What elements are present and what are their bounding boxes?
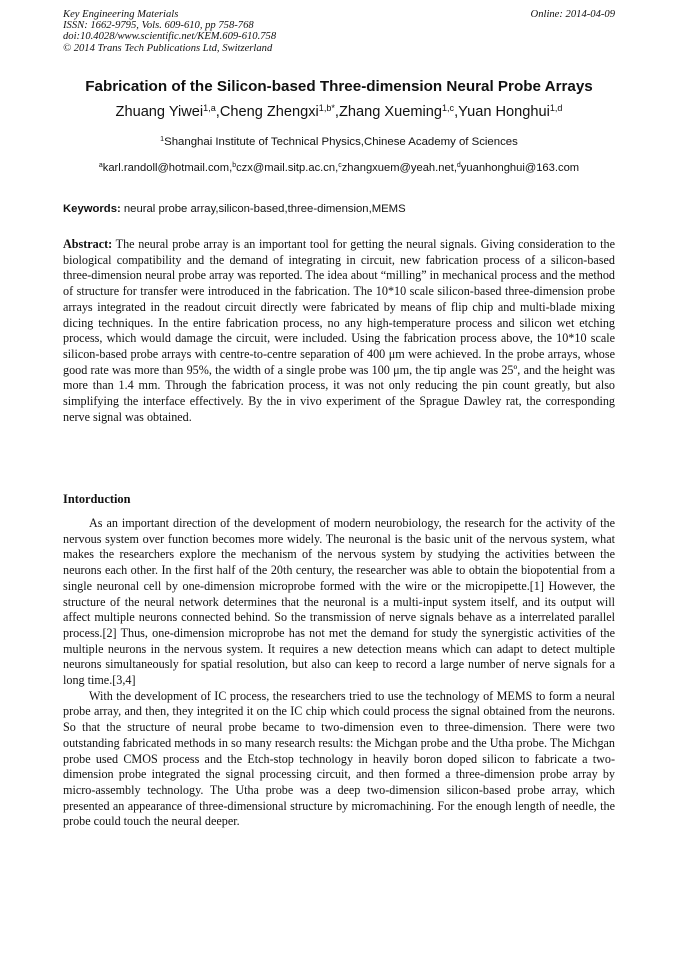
affiliation-mark: 1: [160, 136, 165, 144]
doi-line: doi:10.4028/www.scientific.net/KEM.609-610.758: [63, 31, 277, 43]
author-name: Zhang Xueming: [338, 104, 443, 120]
journal-name: Key Engineering Materials: [63, 9, 179, 20]
author-separator: ,: [334, 104, 339, 120]
email-link[interactable]: karl.randoll@hotmail.com: [102, 162, 230, 174]
email-separator: ,: [335, 162, 339, 174]
author: [220, 104, 339, 120]
author-separator: ,: [215, 104, 220, 120]
email-mark: d: [456, 162, 461, 170]
abstract: [63, 237, 615, 425]
online-date: Online: 2014-04-09: [530, 9, 615, 20]
email-link[interactable]: czx@mail.sitp.ac.cn: [236, 162, 336, 174]
keywords: [63, 203, 615, 215]
author-separator: ,: [454, 104, 459, 120]
introduction-body: [63, 516, 615, 830]
abstract-label: Abstract:: [63, 237, 113, 251]
paragraph: As an important direction of the development of modern neurobiology, the research for the activity of the nervous system over function becomes more widely. The neuronal is the basic unit of the nervous system, what makes the researchers explore the mechanism of the nervous system by studying the activities between the neurons each other. In the first half of the 20th century, the researcher was able to obtain the biopotential from a single neuronal cell by one-dimension microprobe formed with the wire or the micropipette.[1] However, the structure of the neural network determines that the neuronal is a multi-input system itself, and its output will affect multiple neurons connected behind. So the transmission of nerve signals behave as a interrelated parallel process.[2] Thus, one-dimension microprobe has not met the demand for study the synergistic activities of the multiple neurons in the nervous system. It requires a new detection means which can adapt to detect multiple neurons simultaneously for spatial resolution, but also can keep to record a large number of nerve signals for a long time.[3,4]: [63, 516, 615, 688]
author: [339, 104, 458, 120]
section-heading: Intorduction: [63, 492, 131, 506]
abstract-text: The neural probe array is an important tool for getting the neural signals. Giving consideration to the biological compatibility and the demand of integrating in circuit, new fabrication process of a silicon-based three-dimension neural probe array was reported. The idea about “milling” in mechanical process and the method of structure for transfer were introduced in the fabrication. The 10*10 scale silicon-based three-dimension probe arrays integrated in the readout circuit directly were fabricated by means of flip chip and multi-blade mixing dicing techniques. In the entire fabrication process, no any high-temperature process and silicon wet etching process, which would damage the circuit, were included. Using the fabrication process above, the 10*10 scale silicon-based probe arrays with centre-to-centre separation of 400 μm were achieved. In the probe arrays, whose good rate was more than 95%, the width of a single probe was 100 μm, the tip angle was 25º, and the height was more than 1.4 mm. Through the fabrication process, it was not only reducing the pin count greatly, but also simplifying the interface effectively. By the in vivo experiment of the Sprague Dawley rat, the corresponding nerve signal was obtained.: [63, 237, 615, 424]
paragraph: With the development of IC process, the researchers tried to use the technology of MEMS to form a neural probe array, and then, they integrited it on the IC chip which could process the signal obtained from the neurons. So that the structure of neural probe became to two-dimension even to three-dimension. There were two outstanding fabricated methods in so many research results: the Michgan probe and the Utha probe. The Michgan probe used CMOS process and the Etch-stop technology in heavily boron doped silicon to fabricate a two-dimension probe integrated the signal processing circuit, and then formed a three-dimension probe array by micro-assembly technology. The Utha probe was a deep two-dimension silicon-based probe array, which presented an appearance of three-dimensional structure by micromachining. For the enough length of needle, the probe could touch the neural deeper.: [63, 688, 615, 829]
author: [458, 104, 562, 120]
issn-line: ISSN: 1662-9795, Vols. 609-610, pp 758-768: [63, 20, 254, 32]
copyright-line: © 2014 Trans Tech Publications Ltd, Switzerland: [63, 42, 273, 54]
email-list: [20, 162, 658, 174]
email-mark: b: [232, 162, 237, 170]
author-name: Cheng Zhengxi: [219, 104, 319, 120]
keywords-text: neural probe array,silicon-based,three-dimension,MEMS: [120, 203, 406, 215]
page-header: [63, 9, 615, 63]
author: [116, 104, 220, 120]
email-mark: c: [338, 162, 342, 170]
keywords-label: Keywords:: [63, 203, 121, 215]
author-affiliation-mark: 1,d: [549, 103, 563, 114]
email-link[interactable]: yuanhonghui@163.com: [460, 162, 580, 174]
affiliation: [30, 136, 648, 148]
author-name: Zhuang Yiwei: [115, 104, 204, 120]
author-affiliation-mark: 1,b*: [318, 103, 335, 114]
email-separator: ,: [229, 162, 233, 174]
affiliation-text: Shanghai Institute of Technical Physics,Chinese Academy of Sciences: [164, 136, 518, 148]
paper-title: Fabrication of the Silicon-based Three-dimension Neural Probe Arrays: [85, 78, 593, 95]
author-affiliation-mark: 1,c: [442, 103, 455, 114]
author-list: [30, 104, 648, 120]
author-affiliation-mark: 1,a: [203, 103, 216, 114]
email-link[interactable]: zhangxuem@yeah.net: [341, 162, 454, 174]
author-name: Yuan Honghui: [458, 104, 550, 120]
email-separator: ,: [453, 162, 457, 174]
email-mark: a: [98, 162, 103, 170]
